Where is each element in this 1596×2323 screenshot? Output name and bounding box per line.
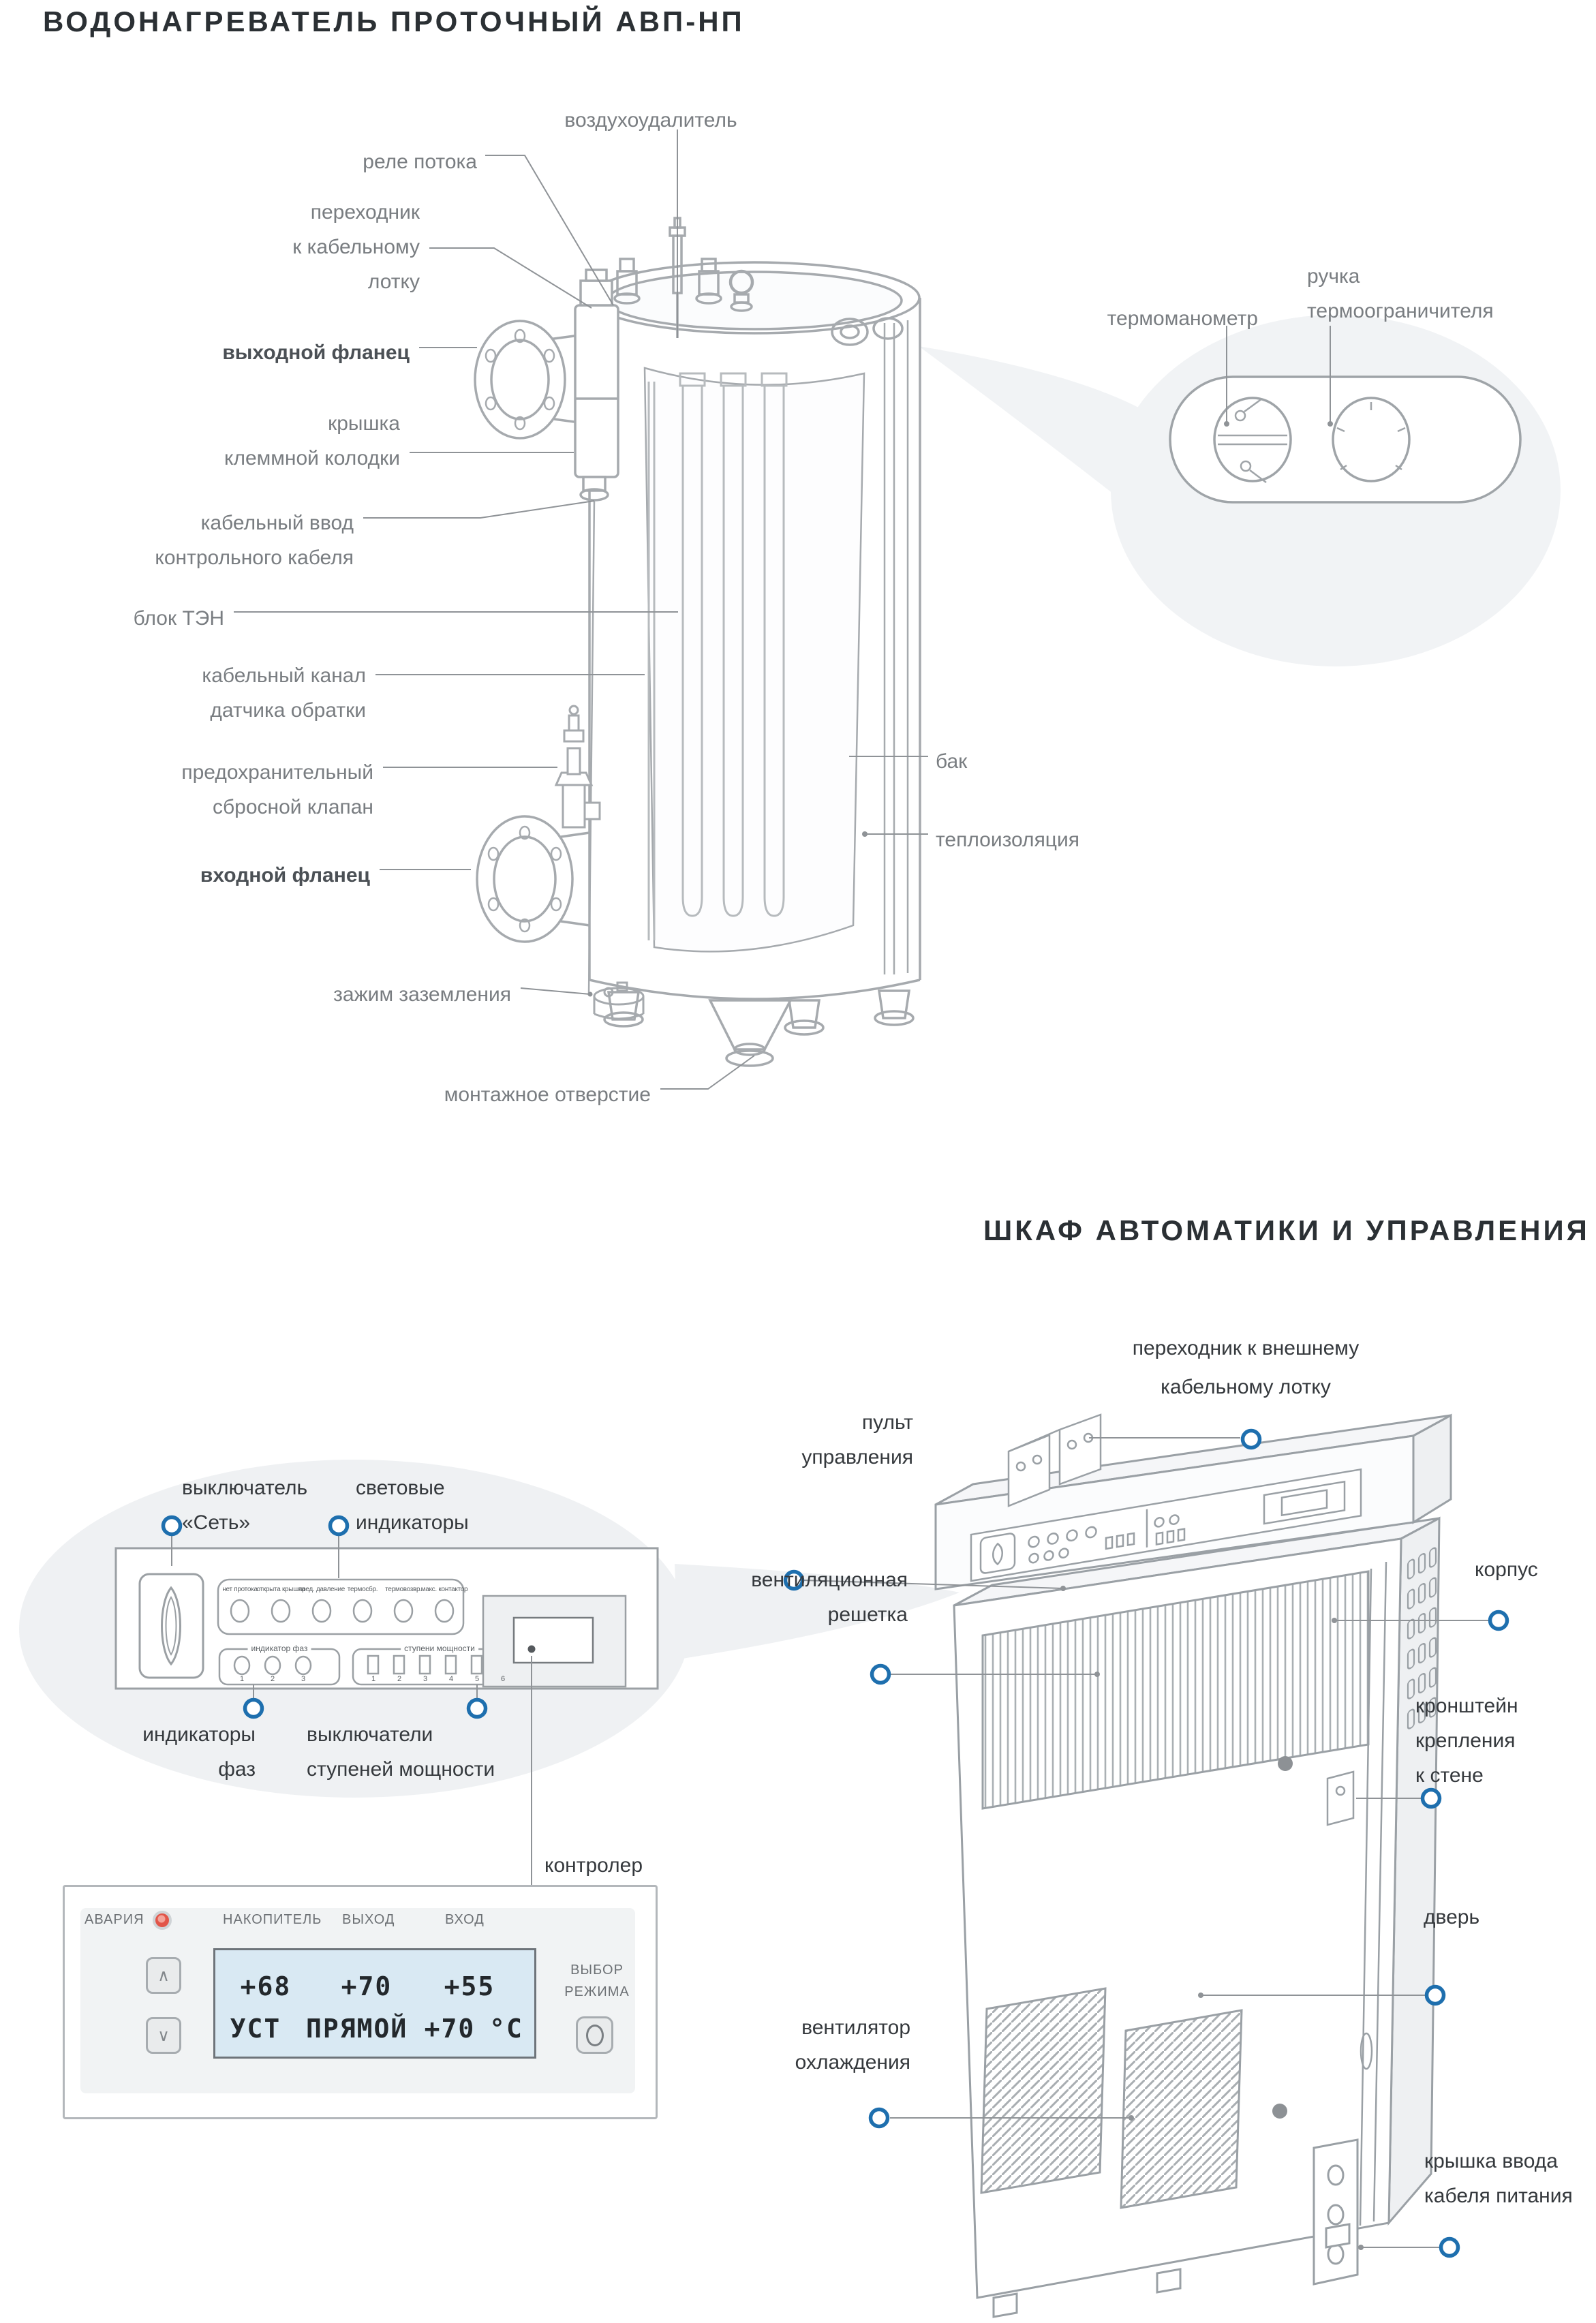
label-tank: бак — [936, 750, 968, 773]
ring-power-switch — [164, 1518, 181, 1535]
terminal-box-icon — [575, 270, 618, 995]
step-num-5: 5 — [474, 1675, 480, 1683]
controller-window-icon — [483, 1596, 626, 1687]
label-cable-tray-adapter: переходник к кабельному лотку — [292, 201, 420, 293]
label-housing: корпус — [1475, 1558, 1538, 1581]
label-outlet-flange: выходной фланец — [222, 341, 410, 364]
mode-button-icon — [586, 2025, 604, 2046]
step-num-6: 6 — [500, 1675, 506, 1683]
up-button — [146, 1957, 181, 1994]
section2-title: ШКАФ АВТОМАТИКИ И УПРАВЛЕНИЯ — [983, 1214, 1590, 1246]
label-power-cable-cover: крышка ввода кабеля питания — [1424, 2150, 1573, 2207]
phase-num-1: 1 — [239, 1675, 245, 1683]
console-panel-zoom — [116, 1548, 658, 1689]
lcd-set-temp: +70 — [424, 2014, 476, 2044]
indicator-caption-6: макс. контактор — [420, 1586, 468, 1593]
label-thermomanometer: термоманометр — [1107, 307, 1258, 330]
label-power-switch: выключатель «Сеть» — [182, 1477, 308, 1534]
indicator-caption-3: пред. давление — [298, 1586, 346, 1593]
ring-grille — [872, 1666, 889, 1683]
label-ground-clamp: зажим заземления — [333, 983, 511, 1006]
down-button — [146, 2017, 181, 2054]
mode-label-line2: РЕЖИМА — [564, 1984, 630, 1999]
label-mounting-hole: монтажное отверстие — [444, 1083, 651, 1106]
mode-label-line1: ВЫБОР — [570, 1963, 624, 1978]
lcd-header-output: ВЫХОД — [342, 1912, 395, 1927]
alarm-led — [153, 1911, 172, 1930]
lcd-set-label: УСТ — [230, 2014, 281, 2044]
ring-light-indicators — [331, 1518, 348, 1535]
mode-select-button — [576, 2016, 613, 2054]
heater-drawing — [475, 218, 1561, 1066]
safety-valve-icon — [556, 706, 600, 827]
lcd-input-temp: +55 — [444, 1971, 495, 2001]
alarm-label: АВАРИЯ — [85, 1912, 144, 1927]
lcd-output-temp: +70 — [341, 1971, 393, 2001]
indicator-caption-5: термовозвр. — [385, 1586, 422, 1593]
lcd-mode-value: ПРЯМОЙ — [306, 2014, 408, 2044]
chevron-down-icon: ∨ — [157, 2026, 170, 2045]
label-phase-indicators: индикаторы фаз — [142, 1723, 256, 1781]
wall-bracket-icon — [1328, 1772, 1353, 1825]
gauge-capsule — [1170, 377, 1520, 502]
label-power-steps: выключатели ступеней мощности — [307, 1723, 495, 1781]
lcd-header-input: ВХОД — [445, 1912, 485, 1927]
label-cooling-fan: вентилятор охлаждения — [795, 2016, 910, 2074]
lcd-unit: °С — [489, 2014, 523, 2044]
label-inlet-flange: входной фланец — [200, 864, 370, 887]
label-external-tray-adapter: переходник к внешнему кабельному лотку — [1132, 1337, 1360, 1398]
lcd-header-accumulator: НАКОПИТЕЛЬ — [223, 1912, 322, 1927]
chevron-up-icon: ∧ — [157, 1966, 170, 1985]
phase-num-3: 3 — [301, 1675, 306, 1683]
label-control-console: пульт управления — [801, 1411, 913, 1468]
feet-icon — [604, 991, 913, 1034]
label-vent-grille: вентиляционная решетка — [751, 1569, 908, 1626]
label-terminal-box-cover: крышка клеммной колодки — [224, 412, 400, 470]
indicator-caption-4: термосбр. — [347, 1586, 378, 1593]
ring-phase-indicators — [245, 1700, 262, 1717]
step-num-4: 4 — [448, 1675, 454, 1683]
mounting-funnel-icon — [710, 1000, 791, 1066]
section1-title: ВОДОНАГРЕВАТЕЛЬ ПРОТОЧНЫЙ АВП-НП — [43, 5, 745, 37]
ring-power-steps — [469, 1700, 486, 1717]
ring-adapter — [1243, 1431, 1260, 1448]
label-air-vent: воздухоудалитель — [564, 109, 737, 132]
outlet-flange-icon — [475, 321, 589, 438]
indicator-caption-1: нет протока — [222, 1586, 258, 1593]
cable-entry-plate-icon — [1314, 2140, 1357, 2284]
label-return-sensor-channel: кабельный канал датчика обратки — [202, 664, 366, 722]
controller-lcd — [213, 1948, 536, 2059]
ring-fan — [871, 2110, 888, 2127]
lcd-accumulator-temp: +68 — [240, 1971, 292, 2001]
step-num-1: 1 — [371, 1675, 376, 1683]
label-safety-valve: предохранительный сбросной клапан — [181, 761, 373, 818]
indicator-caption-2: открыта крышка — [256, 1586, 305, 1593]
label-control-cable-gland: кабельный ввод контрольного кабеля — [155, 512, 354, 569]
label-thermolimiter-knob: ручка термоограничителя — [1307, 265, 1494, 322]
step-num-3: 3 — [423, 1675, 428, 1683]
ring-cable-cover — [1441, 2239, 1458, 2256]
phase-num-2: 2 — [270, 1675, 275, 1683]
ring-door — [1427, 1987, 1444, 2004]
label-flow-relay: реле потока — [363, 151, 477, 173]
label-insulation: теплоизоляция — [936, 829, 1079, 851]
label-wall-bracket: кронштейн крепления к стене — [1415, 1695, 1518, 1787]
label-light-indicators: световые индикаторы — [356, 1477, 469, 1534]
steps-group-caption: ступени мощности — [401, 1644, 478, 1653]
label-controller: контролер — [544, 1854, 643, 1877]
label-heating-block: блок ТЭН — [133, 607, 224, 630]
label-door: дверь — [1424, 1906, 1480, 1928]
inlet-flange-icon — [477, 816, 589, 942]
step-num-2: 2 — [397, 1675, 402, 1683]
phase-group-caption: индикатор фаз — [248, 1644, 311, 1653]
ring-housing — [1490, 1612, 1507, 1629]
